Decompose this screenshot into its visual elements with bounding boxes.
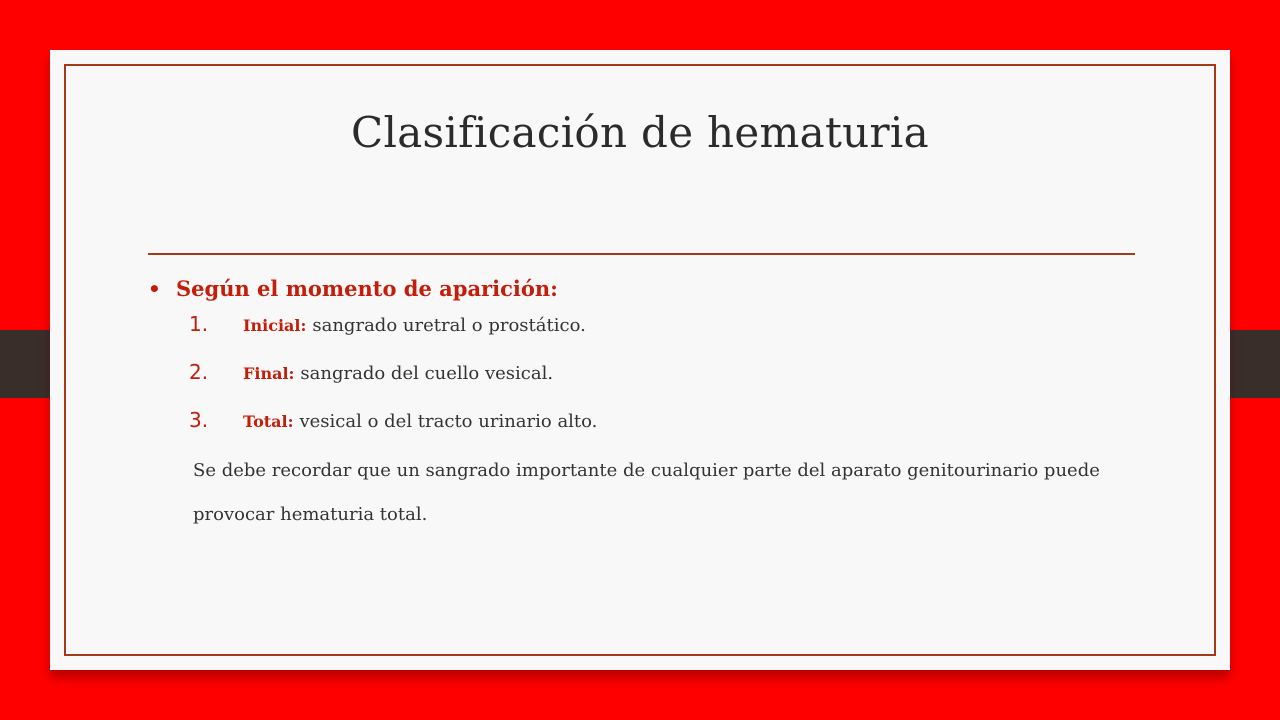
list-term: Total: (243, 412, 294, 431)
list-item (189, 409, 1148, 433)
list-item (189, 313, 1148, 337)
list-description: sangrado uretral o prostático. (312, 315, 586, 336)
note-text: Se debe recordar que un sangrado importante de cualquier parte del aparato genitourinario puede provocar hematuria total. (193, 460, 1100, 525)
slide-card (50, 50, 1230, 670)
list-number: 1. (189, 312, 209, 336)
title-divider (148, 253, 1135, 255)
bullet-icon: • (148, 277, 161, 301)
list-term: Inicial: (243, 316, 307, 335)
list-term: Final: (243, 364, 295, 383)
list-item (189, 361, 1148, 385)
slide-content (148, 276, 1148, 537)
list-number: 3. (189, 408, 209, 432)
list-number: 2. (189, 360, 209, 384)
list-description: sangrado del cuello vesical. (300, 363, 554, 384)
bullet-item (148, 276, 1148, 301)
list-description: vesical o del tracto urinario alto. (299, 411, 598, 432)
numbered-list (189, 313, 1148, 433)
slide-title: Clasificación de hematuria (351, 108, 929, 157)
bullet-text: Según el momento de aparición: (176, 276, 558, 301)
